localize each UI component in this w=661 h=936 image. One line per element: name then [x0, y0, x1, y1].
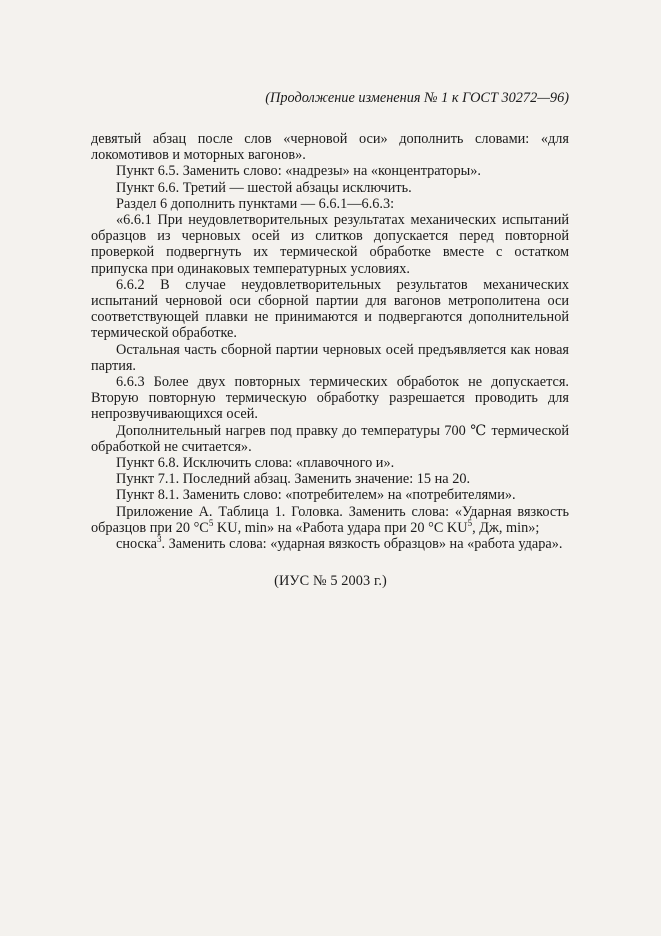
paragraph-6-6-2: 6.6.2 В случае неудовлетворительных результатов механических испытаний черновой оси сборной партии для вагонов метрополитена оси соответствующей плавки не принимаются и подвергаются дополнительной термической обработке.	[91, 276, 569, 342]
appendix-superscript-1: 5	[208, 518, 214, 529]
paragraph-appendix-a	[91, 504, 569, 536]
paragraph-6-6-3: 6.6.3 Более двух повторных термических обработок не допускается. Вторую повторную термическую обработку разрешается проводить для непрозвучивающихся осей.	[91, 374, 569, 423]
footnote-superscript: 3	[156, 534, 162, 545]
paragraph-remaining-batch: Остальная часть сборной партии черновых осей предъявляется как новая партия.	[91, 341, 569, 374]
appendix-text-2: KU, min» на «Работа удара при 20 °С KU	[213, 519, 468, 536]
paragraph-footnote	[91, 536, 569, 552]
paragraph-item-6-6: Пункт 6.6. Третий — шестой абзацы исключить.	[116, 179, 412, 196]
paragraph-item-6-5: Пункт 6.5. Заменить слово: «надрезы» на «концентраторы».	[116, 163, 481, 180]
continuation-header: (Продолжение изменения № 1 к ГОСТ 30272—96)	[265, 90, 569, 106]
footnote-text-1: сноска	[116, 536, 157, 553]
paragraph-item-8-1: Пункт 8.1. Заменить слово: «потребителем» на «потребителями».	[116, 487, 516, 504]
paragraph-continuation: девятый абзац после слов «черновой оси» дополнить словами: «для локомотивов и моторных вагонов».	[91, 131, 569, 164]
paragraph-item-7-1: Пункт 7.1. Последний абзац. Заменить значение: 15 на 20.	[116, 471, 471, 488]
appendix-superscript-2: 5	[467, 518, 473, 529]
paragraph-section-6: Раздел 6 дополнить пунктами — 6.6.1—6.6.3:	[116, 195, 395, 212]
source-reference: (ИУС № 5 2003 г.)	[274, 573, 387, 589]
appendix-text-1: Приложение А. Таблица 1. Головка. Заменить слова: «Ударная вязкость образцов при 20 °С	[91, 503, 569, 536]
paragraph-additional-heating: Дополнительный нагрев под правку до температуры 700 ℃ термической обработкой не считается».	[91, 422, 569, 455]
paragraph-6-6-1: «6.6.1 При неудовлетворительных результатах механических испытаний образцов из черновых осей из слитков допускается перед повторной проверкой подвергнуть их термической обработке вместе с остатком припуска при одинаковых температурных условиях.	[91, 212, 569, 277]
footnote-text-2: . Заменить слова: «ударная вязкость образцов» на «работа удара».	[161, 536, 563, 553]
paragraph-item-6-8: Пункт 6.8. Исключить слова: «плавочного и».	[116, 455, 395, 472]
document-body	[91, 131, 569, 552]
appendix-text-3: , Дж, min»;	[472, 519, 540, 536]
